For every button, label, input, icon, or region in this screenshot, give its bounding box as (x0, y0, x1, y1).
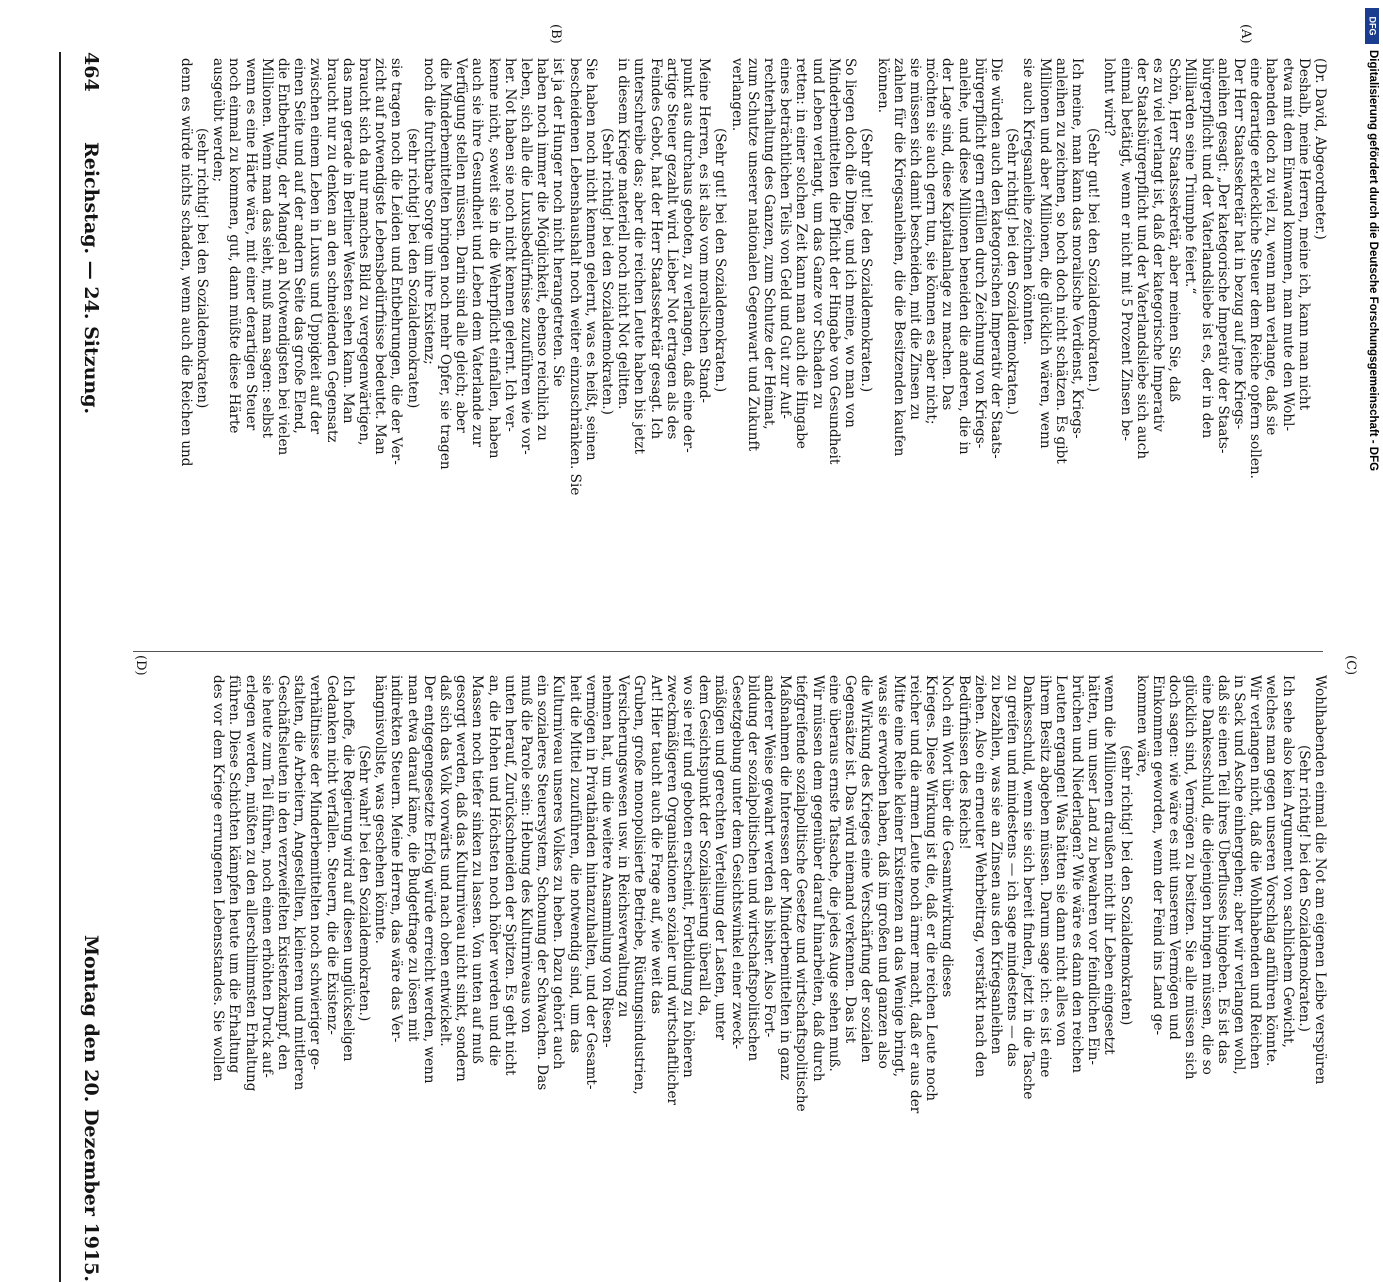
text-line: man etwa darauf käme, die Budgetfrage zu lösen mit (404, 675, 421, 1042)
text-line: mäßigen und gerechten Verteilung der Lasten, unter (712, 675, 729, 1040)
text-line: wo sie reif und geboten erscheint, Fortbildung zu höheren (680, 675, 697, 1078)
text-line: das man gerade in Berliner Westen sehen kann. Man (339, 58, 356, 424)
text-line: bescheidenen Lebenshaushalt noch weiter einzuschränken. Sie (566, 58, 583, 496)
dfg-logo (1365, 8, 1379, 44)
text-line: zwischen einem Leben in Luxus und Üppigkeit auf der (307, 58, 324, 435)
text-line: zweckmäßigeren Organisationen sozialer und wirtschaftlicher (663, 675, 680, 1105)
text-line: (sehr richtig! bei den Sozialdemokraten) (193, 128, 210, 409)
text-line: Gesetzgebung unter dem Gesichtswinkel einer zweck- (728, 675, 745, 1050)
text-line: bürgerpflicht gern erfüllen durch Zeichnung von Kriegs- (971, 58, 988, 449)
digitization-credit-text: Digitalisierung gefördert durch die Deutsche Forschungsgemeinschaft - DFG (1367, 50, 1379, 472)
margin-mark-b: (B) (548, 24, 563, 44)
text-line: eines beträchtlichen Teils von Geld und Gut zur Auf- (777, 58, 794, 419)
text-line: lohnt wird? (1101, 58, 1118, 137)
text-line: stalten, die Arbeitern, Angestellten, kleineren und mittleren (291, 675, 308, 1091)
text-line: Noch ein Wort über die Gesamtwirkung dieses (939, 675, 956, 998)
text-line: anleihen zu zeichnen, so hoch doch nicht schätzen. Es gibt (1052, 58, 1069, 464)
session-date: Montag den 20. Dezember 1915. (80, 934, 102, 1282)
text-line: können. (874, 58, 891, 114)
text-line: Die würden auch den kategorischen Imperativ der Staats- (987, 58, 1004, 459)
right-text-column (148, 675, 1328, 1265)
text-line: Mitte eine Reihe kleiner Existenzen an das Wenige bringt, (890, 675, 907, 1078)
text-line: muß die Parole sein: Hebung des Kulturniveaus von (518, 675, 535, 1033)
text-line: zahlen für die Kriegsanleihen, die die Besitzenden kaufen (890, 58, 907, 457)
text-line: etwa mit dem Einwand kommen, man mute den Wohl- (1279, 58, 1296, 432)
text-line: eine überaus ernste Tatsache, die jedes Auge sehen muß. (825, 675, 842, 1072)
text-line: anleihe, und diese Millionen beneiden die anderen, die in (955, 58, 972, 455)
text-line: eine derartige erkleckliche Steuer dem Reiche opfern sollen. (1247, 58, 1264, 479)
text-line: (sehr richtig! bei den Sozialdemokraten) (1117, 745, 1134, 1026)
text-line: die Minderbemittelten bringen noch mehr Opfer, sie tragen (437, 58, 454, 470)
text-line: Minderbemittelten die Pflicht der Hingabe von Gesundheit (825, 58, 842, 465)
text-line: Feindes Gebot, hat der Herr Staatssekretär gesagt. Ich (647, 58, 664, 440)
text-line: reicher und die armen Leute noch ärmer macht, daß er aus der (906, 675, 923, 1114)
text-line: Leuten ergangen! Was hätten sie dann nicht alles von (1052, 675, 1069, 1047)
text-line: ausgeübt werden; (210, 58, 227, 183)
text-line: denn es würde nichts schaden, wenn auch die Reichen und (177, 58, 194, 467)
text-line: hängnisvollste, was geschehen könnte. (372, 675, 389, 944)
text-line: verlangen. (728, 58, 745, 132)
text-line: noch die furchtbare Sorge um ihre Existenz; (420, 58, 437, 365)
text-line: zu bezahlen, was sie an Zinsen aus den Kriegsanleihen (987, 675, 1004, 1055)
text-line: die Entbehrung, der Mangel an Notwendigsten bei vielen (275, 58, 291, 456)
text-line: Wir verlangen nicht, daß die Wohlhabenden und Reichen (1247, 675, 1264, 1070)
text-line: leben, sich alle die Luxusbedürfnisse zuzuführen wie vor- (518, 58, 535, 455)
text-line: Der entgegengesetzte Erfolg würde erreicht werden, wenn (420, 675, 437, 1084)
text-line: möchten sie auch gern tun, sie können es aber nicht; (923, 58, 940, 425)
text-line: bürgerpflicht und der Vaterlandsliebe ist es, der in den (1198, 58, 1215, 439)
text-line: Art! Hier taucht auch die Frage auf, wie weit das (647, 675, 664, 1015)
text-line: Krieges. Diese Wirkung ist die, daß er die reichen Leute noch (923, 675, 940, 1102)
text-line: zu greifen und mindestens — ich sage mindestens — das (1004, 675, 1021, 1067)
text-line: Ich hoffe, die Regierung wird auf diesen unglückseligen (339, 675, 356, 1062)
text-line: hätten, um unser Land zu bewahren vor feindlichen Ein- (1085, 675, 1102, 1065)
text-line: zum Schutze unserer nationalen Gegenwart und Zukunft (744, 58, 761, 452)
text-line: was sie erworben haben, daß im großen und ganzen also (874, 675, 891, 1069)
digitization-credit (1357, 50, 1379, 750)
text-line: (Sehr richtig! bei den Sozialdemokraten.) (599, 128, 616, 415)
text-line: wenn es eine Härte wäre, mit einer derartigen Steuer (242, 58, 259, 431)
text-line: an, die Hohen und Höchsten noch höher werden und die (485, 675, 502, 1067)
text-line: Meine Herren, es ist also vom moralischen Stand- (696, 58, 713, 403)
text-line: anderer Weise gewahrt werden als bisher. Also Fort- (761, 675, 778, 1038)
text-line: haben noch immer die Möglichkeit, ebenso reichlich zu (534, 58, 551, 441)
text-line: sie tragen noch die Leiden und Entbehrungen, die der Ver- (388, 58, 405, 465)
text-line: Verfügung stellen müssen. Darin sind alle gleich; aber (453, 58, 470, 433)
text-line: (Sehr gut! bei den Sozialdemokraten.) (712, 128, 729, 393)
text-line: glücklich sind, Vermögen zu besitzen. Sie alle müssen sich (1182, 675, 1199, 1080)
text-line: her. Not haben sie noch nicht kennen gelernt. Ich ver- (501, 58, 518, 432)
text-line: in Sack und Asche einhergehen; aber wir verlangen wohl, (1230, 675, 1247, 1075)
text-line: und Leben verlangt, um das Ganze vor Schaden zu (809, 58, 826, 410)
text-line: einen Seite und auf der andern Seite das große Elend, (291, 58, 308, 434)
text-line: ihrem Besitz abgeben müssen. Darum sage ich: es ist eine (1036, 675, 1053, 1078)
dfg-logo-text: DFG (1367, 16, 1377, 36)
text-line: Ich sehe also kein Argument von sachlichem Gewicht, (1279, 675, 1296, 1048)
text-line: Einkommen geworden, wenn der Feind ins Land ge- (1149, 675, 1166, 1036)
text-line: Bedürfnissen des Reichs! (955, 675, 972, 850)
text-line: braucht nur zu denken an den schneidenden Gegensatz (323, 58, 340, 443)
text-line: punkt aus durchaus geboten, zu verlangen, daß eine der- (680, 58, 697, 453)
text-line: Schön, Herr Staatssekretär, aber meinen Sie, daß (1166, 58, 1183, 402)
text-line: noch einmal zu kommen, gut, dann müßte diese Härte (226, 58, 243, 434)
text-line: Millionen und aber Millionen, die glücklich wären, wenn (1036, 58, 1053, 449)
text-line: in diesem Kriege materiell noch nicht Not gelitten. (615, 58, 632, 410)
text-line: der Lage sind, diese Kapitalanlage zu machen. Das (939, 58, 956, 411)
text-line: Dankesschuld, wenn sie sich bereit finden, jetzt in die Tasche (1020, 675, 1037, 1100)
text-line: kenne nicht, soweit sie in die Wehrpflicht einfallen, haben (485, 58, 502, 459)
text-line: erlegen werden, müßten zu den allerschlimmsten Erhaltung (242, 675, 259, 1092)
column-divider (133, 651, 1323, 652)
session-title: Reichstag. — 24. Sitzung. (80, 142, 102, 415)
text-line: Millionen. Wenn man das sieht, muß man sagen: selbst (258, 58, 275, 438)
text-line: habenden doch zu viel zu, wenn man verlange, daß sie (1263, 58, 1280, 436)
text-line: führen. Diese Schichten kämpfen heute um die Erhaltung (226, 675, 243, 1074)
text-line: es zu viel verlangt ist, daß der kategorische Imperativ (1149, 58, 1166, 432)
text-line: ist ja der Hunger noch nicht herangetreten. Sie (550, 58, 567, 387)
text-line: doch sagen: wie wäre es mit unserem Vermögen und (1166, 675, 1183, 1040)
text-line: Wohlhabenden einmal die Not am eigenen Leibe verspüren (1312, 675, 1328, 1085)
text-line: verhältnisse der Minderbemittelten noch schwieriger ge- (307, 675, 324, 1070)
text-line: Geschäftsleuten in den verzweifelten Existenzkampf, den (275, 675, 291, 1071)
text-line: vermögen in Privathänden hintanzuhalten, und der Gesamt- (582, 675, 599, 1090)
page-number: 464 (80, 52, 102, 92)
text-line: unten herauf, Zurückschneiden der Spitzen. Es geht nicht (501, 675, 518, 1076)
text-line: des vor dem Kriege errungenen Lebensstandes. Sie wollen (210, 675, 227, 1082)
text-line: anleihen gesagt: „Der kategorische Imperativ der Staats- (1214, 58, 1231, 454)
text-line: eine Dankesschuld, die diejenigen bringen müssen, die so (1198, 675, 1215, 1075)
text-line: die Wirkung des Krieges eine Verschärfung der sozialen (858, 675, 875, 1063)
text-line: daß sie einen Teil ihres Überflusses hingeben. Es ist das (1214, 675, 1231, 1064)
text-line: kommen wäre, (1133, 675, 1150, 777)
text-line: Gedanken nicht verfallen. Steuern, die die Existenz- (323, 675, 340, 1035)
text-line: unterschreibe das; aber die reichen Leute haben bis jetzt (631, 58, 648, 454)
text-line: So liegen doch die Dinge, und ich meine, wo man von (842, 58, 859, 428)
text-line: ein sozialeres Steuersystem, Schonung der Schwachen. Das (534, 675, 551, 1091)
text-line: artige Steuer gezahlt wird. Lieber Not ertragen als des (663, 58, 680, 440)
text-line: sie heute zum Teil führen, noch einen erhöhten Druck auf- (258, 675, 275, 1078)
text-line: Versicherungswesen usw. in Reichsverwaltung zu (615, 675, 632, 1018)
text-line: indirekten Steuern. Meine Herren, das wäre das Ver- (388, 675, 405, 1043)
text-line: (Sehr gut! bei den Sozialdemokraten.) (858, 128, 875, 393)
text-line: Der Herr Staatssekretär hat in bezug auf jene Kriegs- (1230, 58, 1247, 430)
text-line: bildung der sozialpolitischen und wirtschaftspolitischen (744, 675, 761, 1062)
margin-mark-a: (A) (1238, 24, 1253, 44)
text-line: wenn die Millionen draußen nicht ihr Leben eingesetzt (1101, 675, 1118, 1055)
text-line: sie auch Kriegsanleihe zeichnen könnten. (1020, 58, 1037, 345)
text-line: Gegensätze ist. Das wird niemand verkennen. Das ist (842, 675, 859, 1044)
text-line: brüchen und Niederlagen? Wie wäre es dann den reichen (1068, 675, 1085, 1073)
text-line: gesorgt werden, daß das Kulturniveau nicht sinkt, sondern (453, 675, 470, 1082)
text-line: der Staatsbürgerpflicht und der Vaterlandsliebe sich auch (1133, 58, 1150, 460)
text-line: Massen noch tiefer sinken zu lassen. Von unten auf muß (469, 675, 486, 1064)
margin-mark-d: (D) (133, 655, 148, 676)
margin-mark-c: (C) (1343, 655, 1358, 676)
text-line: (Sehr richtig! bei den Sozialdemokraten.) (1004, 128, 1021, 415)
text-line: Sie haben noch nicht kennen gelernt, was es heißt, seinen (582, 58, 599, 461)
text-line: ziehen. Also ein erneuter Wehrbeitrag, verstärkt nach den (971, 675, 988, 1078)
text-line: sie müssen sich damit bescheiden, mit die Zinsen zu (906, 58, 923, 420)
text-line: dem Gesichtspunkt der Sozialisierung überall da, (696, 675, 713, 1017)
left-text-column (148, 58, 1328, 648)
text-line: Deshalb, meine Herren, meine ich, kann man nicht (1295, 58, 1312, 411)
text-line: Milliarden seine Triumphe feiert.“ (1182, 58, 1199, 295)
text-line: (sehr richtig! bei den Sozialdemokraten) (404, 128, 421, 409)
text-line: rechterhaltung des Ganzen, zum Schutze der Heimat, (761, 58, 778, 430)
text-line: einmal betätigt, wenn er nicht mit 5 Prozent Zinsen be- (1117, 58, 1134, 441)
text-line: Ich meine, man kann das moralische Verdienst, Kriegs- (1068, 58, 1085, 439)
text-line: auch sie ihre Gesundheit und Leben dem Vaterlande zur (469, 58, 486, 447)
text-line: (Dr. David, Abgeordneter.) (1312, 58, 1328, 240)
text-line: retten: in einer solchen Zeit kann man auch die Hingabe (793, 58, 810, 449)
text-line: Gruben, große monopolisierte Betriebe, Rüstungsindustrien, (631, 675, 648, 1095)
text-line: zicht auf notwendigste Lebensbedürfnisse bedeutet. Man (372, 58, 389, 455)
text-line: heit die Mittel zuzuführen, die notwendig sind, um das (566, 675, 583, 1054)
text-line: daß sich das Volk vorwärts und nach oben entwickelt. (437, 675, 454, 1047)
text-line: (Sehr gut! bei den Sozialdemokraten.) (1085, 128, 1102, 393)
text-line: Kulturniveau unseres Volkes zu heben. Dazu gehört auch (550, 675, 567, 1070)
text-line: braucht sich da nur manches Bild zu vergegenwärtigen, (356, 58, 373, 446)
text-line: nehmen hat, um die weitere Ansammlung von Riesen- (599, 675, 616, 1048)
text-line: Maßnahmen die Interessen der Minderbemittelten in ganz (777, 675, 794, 1081)
page-header (59, 52, 121, 1282)
text-line: (Sehr richtig! bei den Sozialdemokraten.) (1295, 745, 1312, 1032)
text-line: tiefgreifende sozialpolitische Gesetze und wirtschaftspolitische (793, 675, 810, 1112)
text-line: Wir müssen dem gegenüber darauf hinarbeiten, daß durch (809, 675, 826, 1082)
text-line: (Sehr wahr! bei den Sozialdemokraten.) (356, 745, 373, 1022)
text-line: welches man gegen unseren Vorschlag anführen könnte. (1263, 675, 1280, 1067)
